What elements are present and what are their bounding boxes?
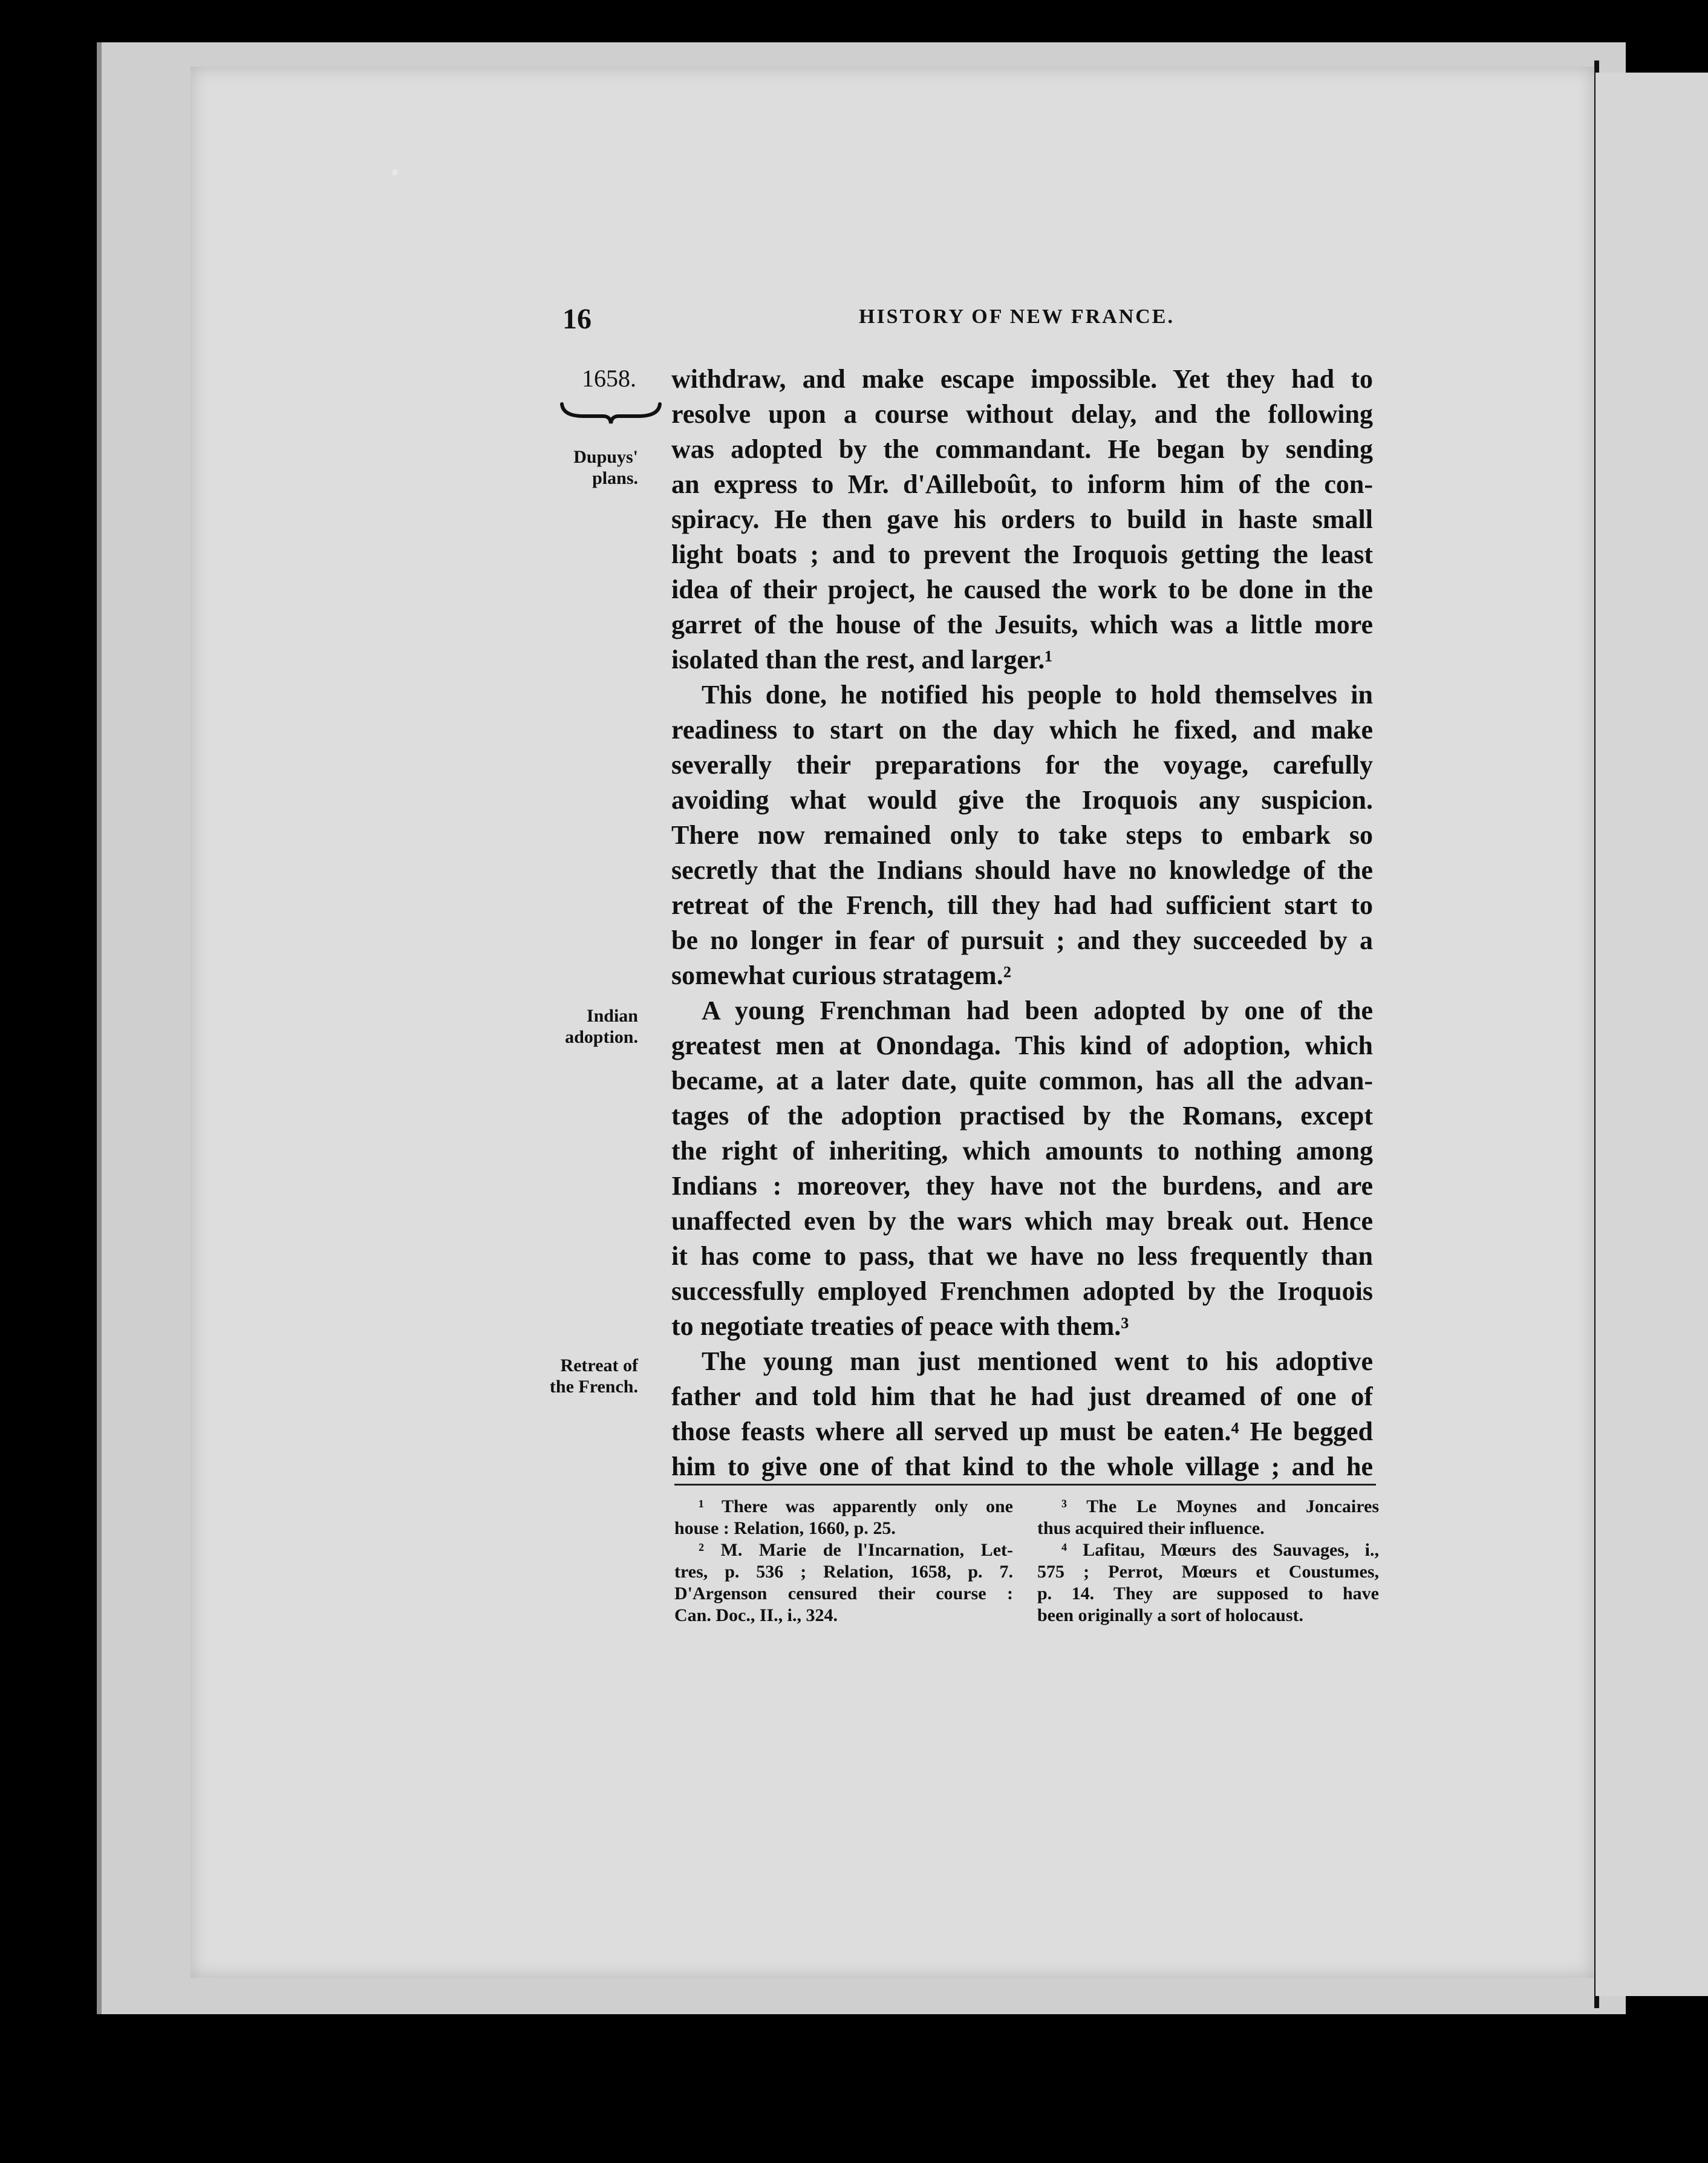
footnote-line: Can. Doc., II., i., 324. — [674, 1605, 838, 1625]
sidenote-dupuys-plans: Dupuys' plans. — [573, 447, 638, 488]
footnote-line: D'Argenson censured their course : — [674, 1584, 1013, 1603]
body-line: severally their preparations for the voyage, carefully — [671, 750, 1373, 780]
footnote-line: tres, p. 536 ; Relation, 1658, p. 7. — [674, 1562, 1013, 1582]
body-line: garret of the house of the Jesuits, which was a little more — [671, 610, 1373, 639]
body-line: be no longer in fear of pursuit ; and they succeeded by a — [671, 925, 1373, 955]
footnote-line: ³ The Le Moynes and Joncaires — [1061, 1496, 1379, 1516]
margin-year: 1658. — [582, 365, 636, 392]
body-line: the right of inheriting, which amounts to nothing among — [671, 1136, 1373, 1166]
page-number: 16 — [562, 303, 592, 335]
footnote-line: 575 ; Perrot, Mœurs et Coustumes, — [1037, 1562, 1379, 1582]
body-line: avoiding what would give the Iroquois any suspicion. — [671, 785, 1373, 815]
body-line: The young man just mentioned went to his adoptive — [702, 1346, 1373, 1376]
sidenote-indian-adoption: Indian adoption. — [565, 1006, 638, 1047]
horizontal-brace-icon — [559, 400, 662, 425]
footnote-line: been originally a sort of holocaust. — [1037, 1605, 1303, 1625]
body-line: tages of the adoption practised by the Romans, except — [671, 1101, 1373, 1130]
body-line: light boats ; and to prevent the Iroquois getting the least — [671, 540, 1373, 569]
body-line: retreat of the French, till they had had sufficient start to — [671, 890, 1373, 920]
footnote-line: ² M. Marie de l'Incarnation, Let- — [699, 1540, 1013, 1560]
body-line: This done, he notified his people to hold themselves in — [702, 680, 1373, 710]
body-line: unaffected even by the wars which may break out. Hence — [671, 1206, 1373, 1236]
footnote-rule — [674, 1484, 1376, 1486]
body-line: greatest men at Onondaga. This kind of adoption, which — [671, 1031, 1373, 1060]
footnote-line: p. 14. They are supposed to have — [1037, 1584, 1379, 1603]
footnote-line: thus acquired their influence. — [1037, 1518, 1265, 1538]
body-line: spiracy. He then gave his orders to build in haste small — [671, 504, 1373, 534]
body-line: readiness to start on the day which he fixed, and make — [671, 715, 1373, 745]
body-line: idea of their project, he caused the work to be done in the — [671, 575, 1373, 604]
body-line: successfully employed Frenchmen adopted by the Iroquois — [671, 1276, 1373, 1306]
footnote-line: house : Relation, 1660, p. 25. — [674, 1518, 896, 1538]
body-line: father and told him that he had just dreamed of one of — [671, 1382, 1373, 1411]
body-line: resolve upon a course without delay, and the following — [671, 399, 1373, 429]
body-line: isolated than the rest, and larger.¹ — [671, 645, 1053, 674]
running-title: HISTORY OF NEW FRANCE. — [859, 305, 1175, 328]
body-line: Indians : moreover, they have not the burdens, and are — [671, 1171, 1373, 1201]
body-line: A young Frenchman had been adopted by one of the — [702, 996, 1373, 1025]
footnote-line: ¹ There was apparently only one — [699, 1496, 1013, 1516]
body-line: withdraw, and make escape impossible. Yet they had to — [671, 364, 1373, 394]
facing-page — [1596, 73, 1708, 1996]
body-line: it has come to pass, that we have no less frequently than — [671, 1241, 1373, 1271]
body-line: to negotiate treaties of peace with them.³ — [671, 1311, 1129, 1341]
scan-speck — [392, 169, 398, 175]
body-line: an express to Mr. d'Ailleboût, to inform him of the con- — [671, 469, 1373, 499]
body-line: was adopted by the commandant. He began by sending — [671, 434, 1373, 464]
body-line: became, at a later date, quite common, has all the advan- — [671, 1066, 1373, 1095]
body-line: those feasts where all served up must be eaten.⁴ He begged — [671, 1417, 1373, 1446]
body-line: There now remained only to take steps to embark so — [671, 820, 1373, 850]
footnote-line: ⁴ Lafitau, Mœurs des Sauvages, i., — [1061, 1540, 1379, 1560]
body-line: him to give one of that kind to the whole village ; and he — [671, 1452, 1373, 1481]
body-line: somewhat curious stratagem.² — [671, 961, 1011, 990]
body-line: secretly that the Indians should have no knowledge of the — [671, 855, 1373, 885]
sidenote-retreat-of-the-french: Retreat of the French. — [549, 1356, 638, 1397]
